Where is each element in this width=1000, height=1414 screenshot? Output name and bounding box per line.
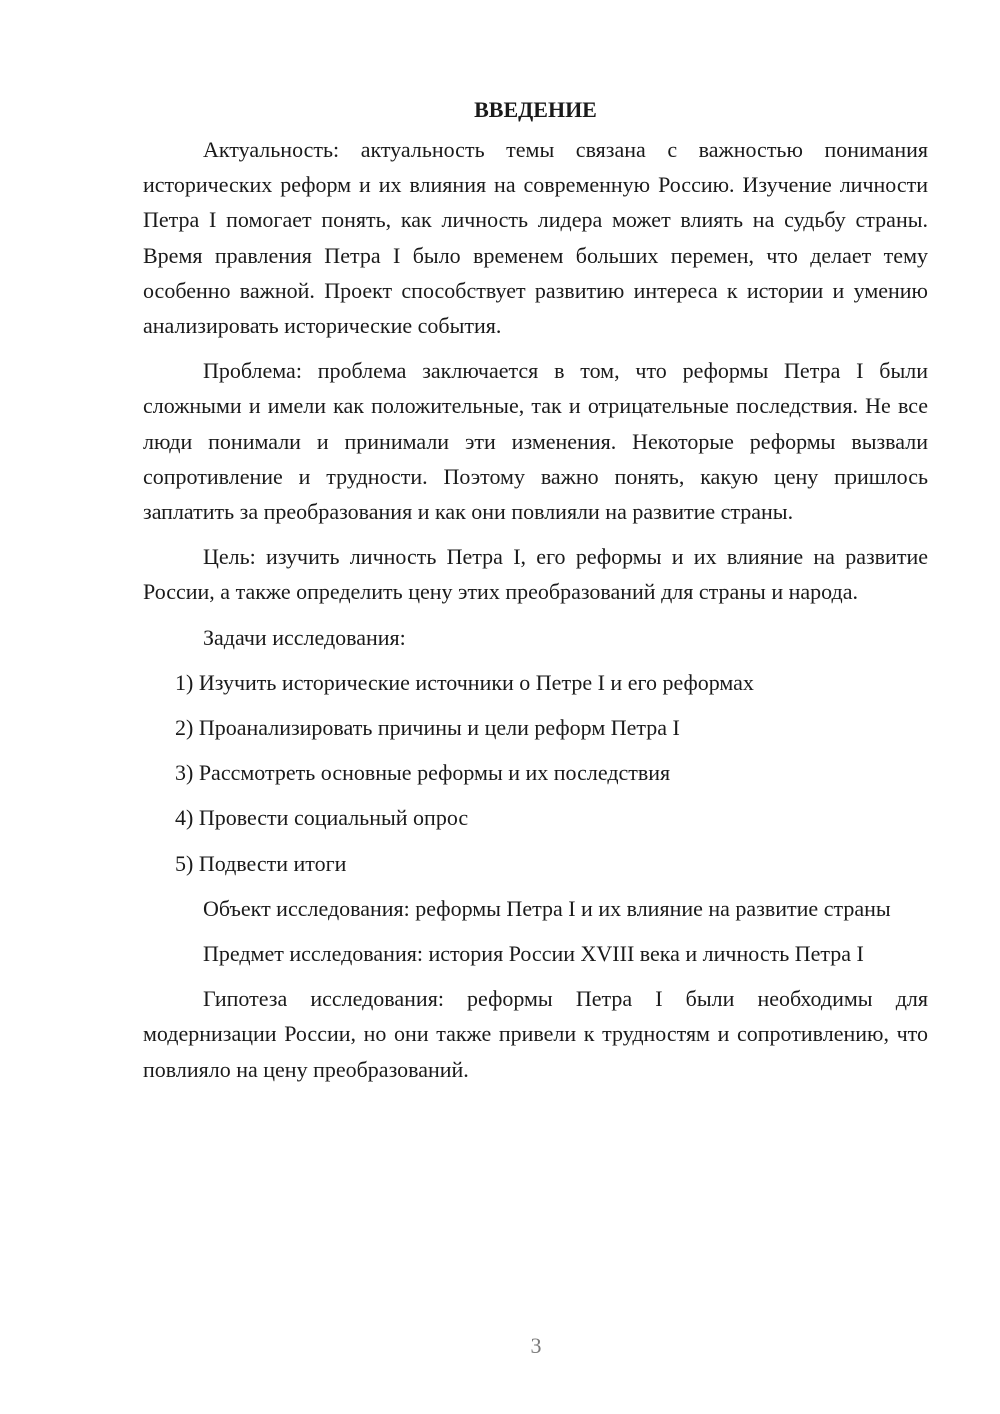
tasks-heading: Задачи исследования: [203,624,406,650]
document-page [143,95,928,1097]
research-object-paragraph: Объект исследования: реформы Петра I и их влияние на развитие страны [203,895,891,921]
task-item: 4) Провести социальный опрос [175,805,469,831]
task-item: 1) Изучить исторические источники о Петре I и его реформах [175,669,754,695]
research-hypothesis-paragraph: Гипотеза исследования: реформы Петра I были необходимы для модернизации России, но они также привели к трудностям и сопротивлению, что повлияло на цену преобразований. [143,986,928,1082]
problem-paragraph: Проблема: проблема заключается в том, что реформы Петра I были сложными и имели как положительные, так и отрицательные последствия. Не все люди понимали и принимали эти изменения. Некоторые реформы вызвали сопротивление и трудности. Поэтому важно понять, какую цену пришлось заплатить за преобразования и как они повлияли на развитие страны. [143,358,928,525]
relevance-paragraph: Актуальность: актуальность темы связана с важностью понимания исторических реформ и их влияния на современную Россию. Изучение личности Петра I помогает понять, как личность лидера может влиять на судьбу страны. Время правления Петра I было временем больших перемен, что делает тему особенно важной. Проект способствует развитию интереса к истории и умению анализировать исторические события. [143,137,928,339]
research-subject-paragraph: Предмет исследования: история России XVIII века и личность Петра I [203,941,864,967]
page-number: 3 [530,1333,542,1358]
tasks-list [143,665,928,881]
task-item: 3) Рассмотреть основные реформы и их последствия [175,760,671,786]
task-item: 5) Подвести итоги [175,850,347,876]
section-heading: ВВЕДЕНИЕ [474,97,597,122]
task-item: 2) Проанализировать причины и цели реформ Петра I [175,715,680,741]
goal-paragraph: Цель: изучить личность Петра I, его реформы и их влияние на развитие России, а также определить цену этих преобразований для страны и народа. [143,544,928,605]
